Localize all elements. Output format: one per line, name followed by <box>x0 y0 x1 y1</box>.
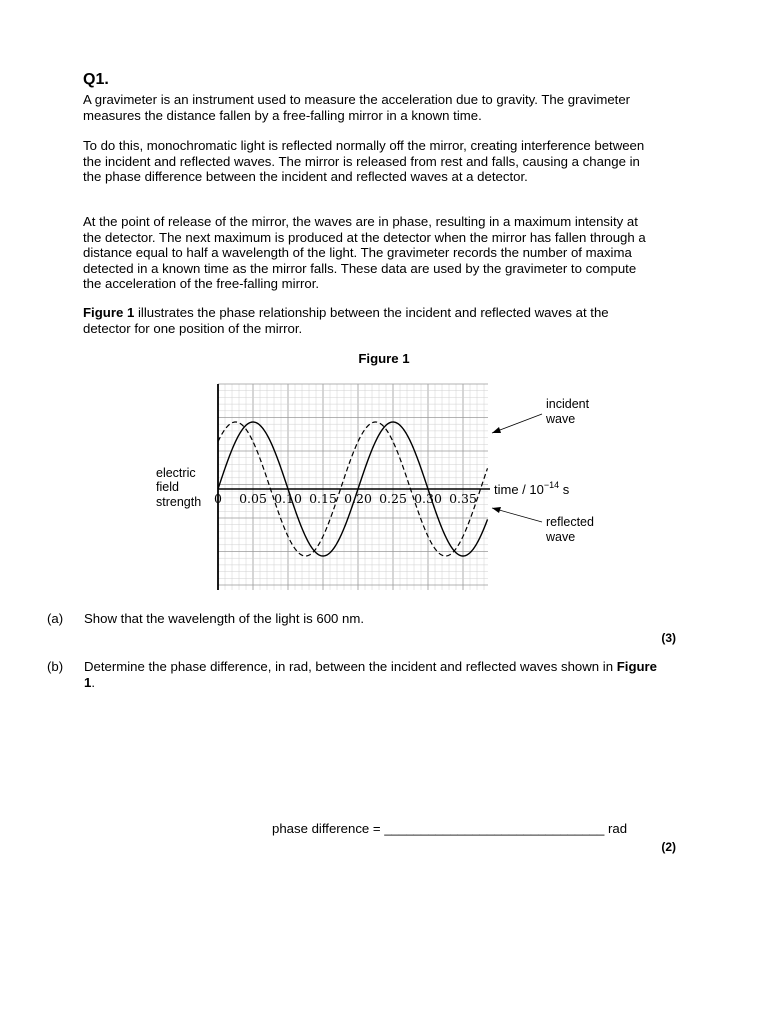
intro-paragraph: A gravimeter is an instrument used to measure the acceleration due to gravity. The gravimeter measures the distance fallen by a free-falling mirror in a known time. <box>83 92 631 123</box>
x-tick-label: 0.35 <box>449 491 477 506</box>
part-b-end: . <box>91 674 96 690</box>
x-axis-label-unit: s <box>559 482 570 497</box>
x-tick-label: 0.15 <box>309 491 337 506</box>
reflected-wave-label-line-2: wave <box>546 530 576 544</box>
x-tick-label: 0 <box>214 491 222 506</box>
figure-intro-text: illustrates the phase relationship between the incident and reflected waves at the detector for one position of the mirror. <box>83 305 609 336</box>
answer-blank[interactable]: ______________________________ <box>384 821 605 836</box>
x-tick-label: 0.25 <box>379 491 407 506</box>
answer-unit: rad <box>604 821 628 836</box>
figure-reference: Figure 1 <box>83 305 135 320</box>
figure-labels <box>156 397 594 544</box>
x-tick-labels <box>214 491 477 506</box>
x-axis-label <box>494 480 570 497</box>
x-tick-label: 0.05 <box>239 491 267 506</box>
part-b-figure-reference: Figure 1 <box>84 659 658 690</box>
y-axis-label-line-3: strength <box>156 495 202 509</box>
process-paragraph: At the point of release of the mirror, the waves are in phase, resulting in a maximum intensity at the detector. The next maximum is produced at the detector when the mirror has fallen through a distance equal to half a wavelength of the light. The gravimeter records the number of maxima detected in a known time as the mirror falls. These data are used by the gravimeter to compute the acceleration of the free-falling mirror. <box>83 214 646 292</box>
figure-caption: Figure 1 <box>358 351 410 366</box>
wave-figure <box>150 378 620 596</box>
chart-grid <box>218 384 488 590</box>
part-a-marks: (3) <box>661 631 676 645</box>
reflected-arrowhead <box>492 507 501 513</box>
x-tick-label: 0.10 <box>274 491 302 506</box>
incident-arrowhead <box>492 427 501 433</box>
x-tick-label: 0.30 <box>414 491 442 506</box>
answer-prefix: phase difference = <box>272 821 385 836</box>
answer-line[interactable] <box>272 821 627 836</box>
part-b-marks: (2) <box>661 840 676 854</box>
part-b-question: Determine the phase difference, in rad, between the incident and reflected waves shown in <box>84 659 617 674</box>
part-b-text <box>84 659 664 690</box>
question-title: Q1. <box>83 71 109 88</box>
incident-wave-label-line-2: wave <box>546 412 576 426</box>
x-axis-label-text: time / 10 <box>494 482 544 497</box>
y-axis-label-line-1: electric <box>156 466 196 480</box>
incident-wave-label-line-1: incident <box>546 397 590 411</box>
part-a-label: (a) <box>47 611 64 626</box>
reflected-wave-label-line-1: reflected <box>546 515 594 529</box>
method-paragraph: To do this, monochromatic light is reflected normally off the mirror, creating interference between the incident and reflected waves. The mirror is released from rest and falls, causing a change in the phase difference between the incident and reflected waves at a detector. <box>83 138 645 185</box>
figure-intro-paragraph <box>83 305 653 336</box>
y-axis-label-line-2: field <box>156 480 179 494</box>
part-a-text: Show that the wavelength of the light is 600 nm. <box>84 611 365 626</box>
part-b-label: (b) <box>47 659 64 674</box>
x-tick-label: 0.20 <box>344 491 372 506</box>
x-axis-label-exponent: −14 <box>543 480 560 490</box>
